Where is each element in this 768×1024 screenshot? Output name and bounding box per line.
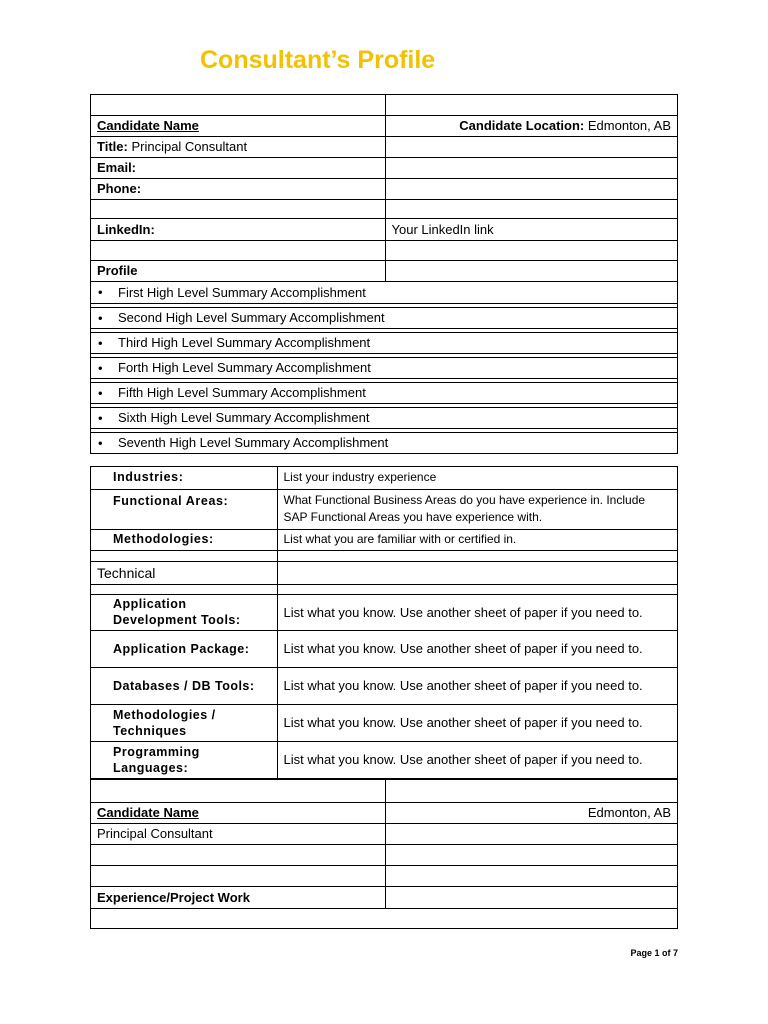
blank-cell xyxy=(385,844,677,865)
technical-row-label: Application Development Tools: xyxy=(91,594,277,630)
linkedin-value: Your LinkedIn link xyxy=(385,218,677,240)
list-item: • Sixth High Level Summary Accomplishment xyxy=(91,407,677,428)
areas-table xyxy=(90,466,678,779)
page-number: Page 1 of 7 xyxy=(630,948,678,958)
list-item: • Second High Level Summary Accomplishment xyxy=(91,307,677,328)
list-item: • First High Level Summary Accomplishment xyxy=(91,282,677,303)
list-item: • Fifth High Level Summary Accomplishment xyxy=(91,382,677,403)
technical-row-label: Programming Languages: xyxy=(91,741,277,778)
blank-cell xyxy=(277,561,677,584)
blank-cell xyxy=(91,240,385,260)
summary-candidate-name: Candidate Name xyxy=(91,802,385,823)
bullet-icon: • xyxy=(98,360,103,375)
technical-row-value: List what you know. Use another sheet of paper if you need to. xyxy=(277,741,677,778)
blank-cell xyxy=(385,823,677,844)
title-field: Title: Principal Consultant xyxy=(91,136,385,157)
technical-row-value: List what you know. Use another sheet of paper if you need to. xyxy=(277,630,677,667)
accomplishments-table xyxy=(90,281,678,454)
blank-cell xyxy=(91,199,385,218)
bullet-icon: • xyxy=(98,335,103,350)
blank-cell xyxy=(91,95,385,115)
blank-cell xyxy=(385,260,677,281)
industries-value: List your industry experience xyxy=(277,467,677,489)
technical-heading: Technical xyxy=(91,561,277,584)
summary-title: Principal Consultant xyxy=(91,823,385,844)
blank-cell xyxy=(385,178,677,199)
bullet-icon: • xyxy=(98,435,103,451)
blank-cell xyxy=(91,844,385,865)
technical-row-value: List what you know. Use another sheet of paper if you need to. xyxy=(277,667,677,704)
bullet-icon: • xyxy=(98,284,103,300)
candidate-name: Candidate Name xyxy=(91,115,385,136)
methodologies-value: List what you are familiar with or certified in. xyxy=(277,529,677,550)
page-title: Consultant’s Profile xyxy=(200,46,436,74)
blank-cell xyxy=(385,136,677,157)
functional-areas-value: What Functional Business Areas do you have experience in. Include SAP Functional Areas you have experience with. xyxy=(277,489,677,529)
technical-row-label: Databases / DB Tools: xyxy=(91,667,277,704)
blank-cell xyxy=(277,550,677,561)
blank-cell xyxy=(385,865,677,886)
industries-label: Industries: xyxy=(91,467,277,489)
candidate-location: Candidate Location: Edmonton, AB xyxy=(385,115,677,136)
experience-heading: Experience/Project Work xyxy=(91,886,385,908)
blank-cell xyxy=(277,584,677,594)
summary-location: Edmonton, AB xyxy=(385,802,677,823)
functional-areas-label: Functional Areas: xyxy=(91,489,277,529)
contact-table xyxy=(90,94,678,282)
blank-cell xyxy=(91,865,385,886)
bullet-icon: • xyxy=(98,410,103,425)
blank-cell xyxy=(91,550,277,561)
list-item: • Third High Level Summary Accomplishment xyxy=(91,332,677,353)
blank-cell xyxy=(385,886,677,908)
blank-cell xyxy=(91,584,277,594)
list-item: • Forth High Level Summary Accomplishment xyxy=(91,357,677,378)
experience-table xyxy=(90,779,678,929)
email-field: Email: xyxy=(91,157,385,178)
technical-row-label: Application Package: xyxy=(91,630,277,667)
bullet-icon: • xyxy=(98,385,103,400)
blank-cell xyxy=(91,908,677,928)
technical-row-value: List what you know. Use another sheet of paper if you need to. xyxy=(277,704,677,741)
profile-heading: Profile xyxy=(91,260,385,281)
blank-cell xyxy=(385,240,677,260)
blank-cell xyxy=(385,95,677,115)
linkedin-field: LinkedIn: xyxy=(91,218,385,240)
methodologies-label: Methodologies: xyxy=(91,529,277,550)
bullet-icon: • xyxy=(98,310,103,325)
technical-row-value: List what you know. Use another sheet of paper if you need to. xyxy=(277,594,677,630)
blank-cell xyxy=(385,199,677,218)
blank-cell xyxy=(385,157,677,178)
technical-row-label: Methodologies / Techniques xyxy=(91,704,277,741)
blank-cell xyxy=(91,780,385,802)
blank-cell xyxy=(385,780,677,802)
phone-field: Phone: xyxy=(91,178,385,199)
list-item: • Seventh High Level Summary Accomplishment xyxy=(91,432,677,453)
